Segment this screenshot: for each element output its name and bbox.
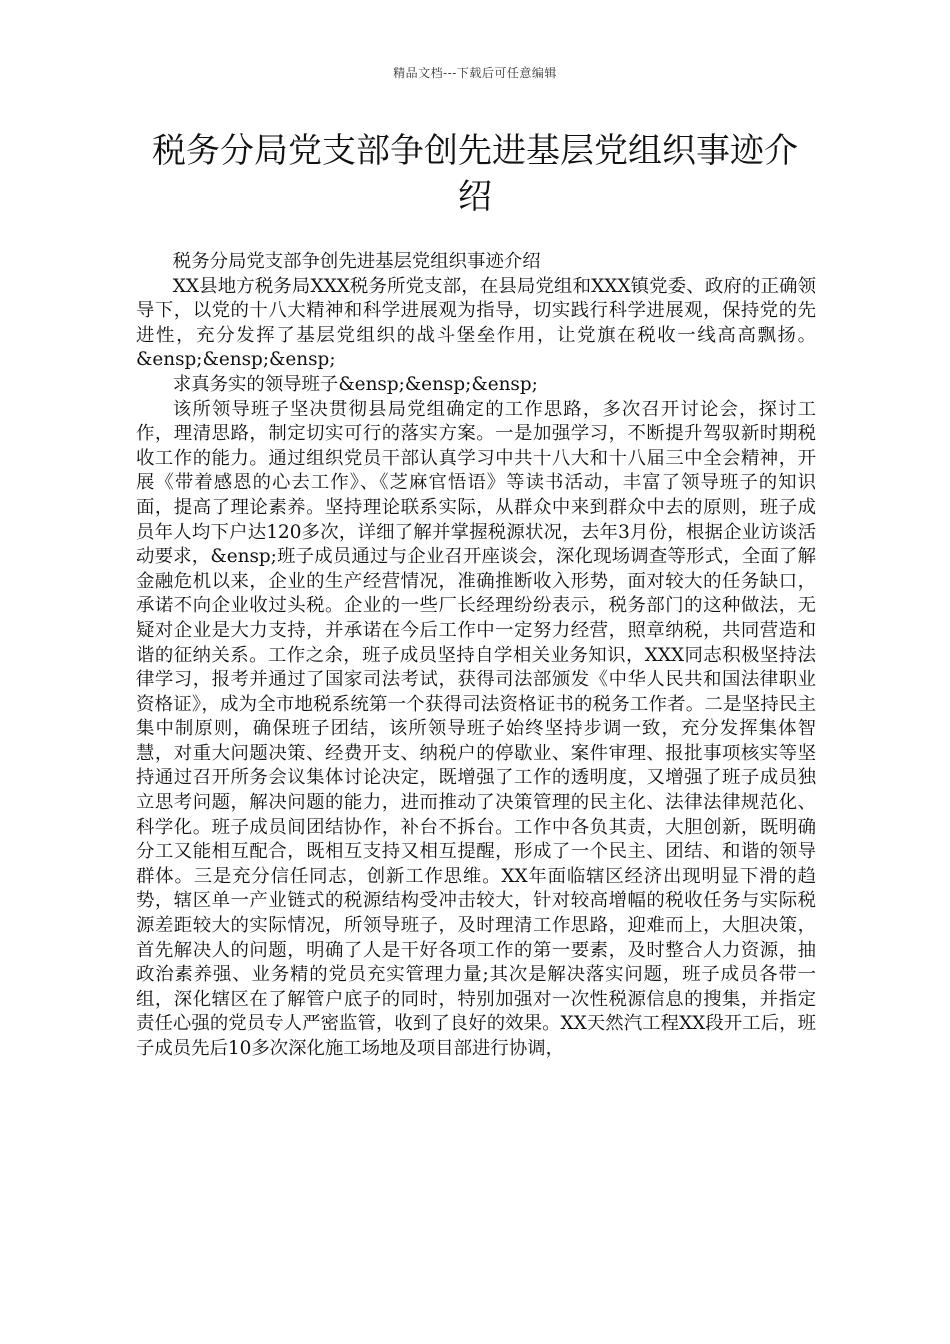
section-heading-paragraph: 求真务实的领导班子&ensp;&ensp;&ensp; — [172, 373, 538, 395]
overview-paragraph: XX县地方税务局XXX税务所党支部，在县局党组和XXX镇党委、政府的正确领导下，以党的十八大精神和科学进展观为指导，切实践行科学进展观，保持党的先进性，充分发挥了基层党组织的战斗堡垒作用，让党旗在税收一线高高飘扬。&ensp;&ensp;&ensp; — [136, 275, 816, 371]
document-body — [136, 250, 816, 1062]
document-title: 税务分局党支部争创先进基层党组织事迹介绍 — [152, 131, 798, 217]
intro-title-paragraph: 税务分局党支部争创先进基层党组织事迹介绍 — [172, 251, 541, 272]
leadership-paragraph: 该所领导班子坚决贯彻县局党组确定的工作思路，多次召开讨论会，探讨工作，理清思路，制定切实可行的落实方案。一是加强学习，不断提升驾驭新时期税收工作的能力。通过组织党员干部认真学习中共十八大和十八届三中全会精神，开展《带着感恩的心去工作》、《芝麻官悟语》等读书活动，丰富了领导班子的知识面，提高了理论素养。坚持理论联系实际，从群众中来到群众中去的原则，班子成员年人均下户达120多次，详细了解并掌握税源状况，去年3月份，根据企业访谈活动要求，&ensp;班子成员通过与企业召开座谈会，深化现场调查等形式，全面了解金融危机以来，企业的生产经营情况，准确推断收入形势，面对较大的任务缺口，承诺不向企业收过头税。企业的一些厂长经理纷纷表示，税务部门的这种做法，无疑对企业是大力支持，并承诺在今后工作中一定努力经营，照章纳税，共同营造和谐的征纳关系。工作之余，班子成员坚持自学相关业务知识，XXX同志积极坚持法律学习，报考并通过了国家司法考试，获得司法部颁发《中华人民共和国法律职业资格证》，成为全市地税系统第一个获得司法资格证书的税务工作者。二是坚持民主集中制原则，确保班子团结，该所领导班子始终坚持步调一致，充分发挥集体智慧，对重大问题决策、经费开支、纳税户的停歇业、案件审理、报批事项核实等坚持通过召开所务会议集体讨论决定，既增强了工作的透明度，又增强了班子成员独立思考问题，解决问题的能力，进而推动了决策管理的民主化、法律法律规范化、科学化。班子成员间团结协作，补台不拆台。工作中各负其责，大胆创新，既明确分工又能相互配合，既相互支持又相互提醒，形成了一个民主、团结、和谐的领导群体。三是充分信任同志，创新工作思维。XX年面临辖区经济出现明显下滑的趋势，辖区单一产业链式的税源结构受冲击较大，针对较高增幅的税收任务与实际税源差距较大的实际情况，所领导班子，及时理清工作思路，迎难而上，大胆决策，首先解决人的问题，明确了人是干好各项工作的第一要素，及时整合人力资源，抽政治素养强、业务精的党员充实管理力量;其次是解决落实问题，班子成员各带一组，深化辖区在了解管户底子的同时，特别加强对一次性税源信息的搜集，并指定责任心强的党员专人严密监管，收到了良好的效果。XX天然汽工程XX段开工后，班子成员先后10多次深化施工场地及项目部进行协调， — [136, 398, 816, 1059]
header-note: 精品文档---下载后可任意编辑 — [393, 66, 557, 80]
